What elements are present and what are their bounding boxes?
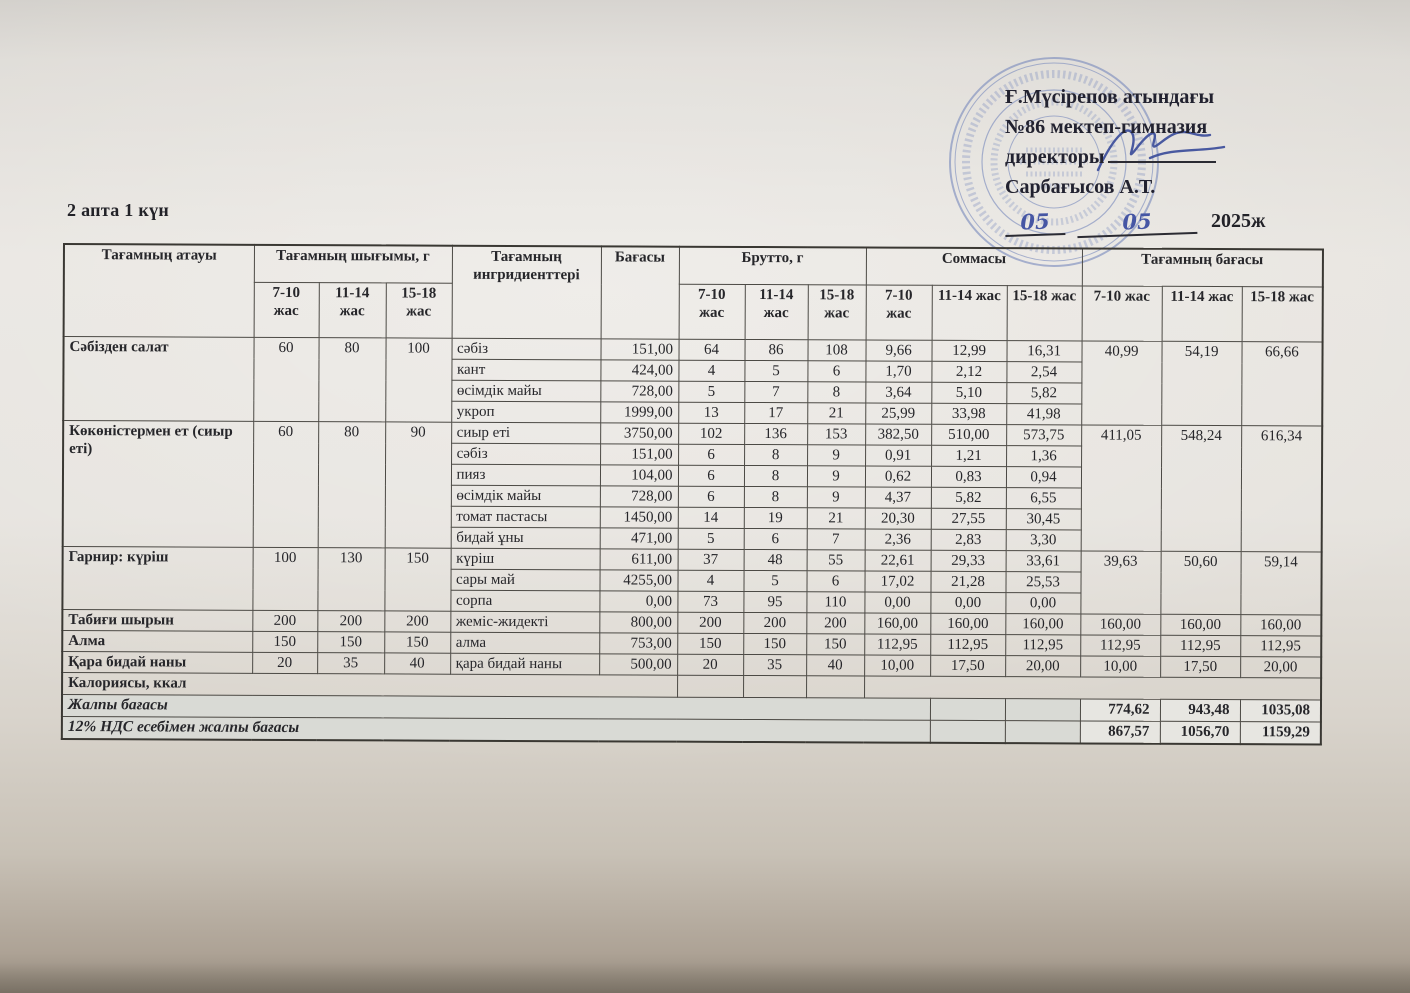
sum-cell: 9,66 — [866, 340, 932, 361]
ingredient-price-cell: 151,00 — [601, 339, 679, 360]
brutto-cell: 7 — [807, 529, 865, 550]
sum-cell: 112,95 — [864, 634, 930, 655]
date-day-handwritten: 05 — [1005, 209, 1066, 237]
approval-line-2: №86 мектеп-гимназия — [1005, 116, 1208, 138]
sum-cell: 17,50 — [930, 655, 1005, 676]
ingredient-name-cell: өсімдік майы — [451, 380, 600, 402]
brutto-cell: 35 — [743, 654, 806, 675]
ingredient-name-cell: сәбіз — [452, 338, 601, 360]
dish-price-cell: 50,60 — [1160, 551, 1240, 614]
vat-total-row-value-cell: 1056,70 — [1160, 721, 1240, 743]
header-age-output-1: 7-10 жас — [254, 282, 319, 337]
dish-price-cell: 112,95 — [1080, 635, 1160, 656]
header-age-brutto-2: 11-14 жас — [745, 284, 808, 339]
calories-empty-cell — [743, 675, 806, 697]
brutto-cell: 13 — [678, 402, 744, 423]
sum-cell: 29,33 — [931, 550, 1006, 571]
sum-cell: 33,98 — [931, 403, 1006, 424]
brutto-cell: 21 — [807, 508, 865, 529]
dish-price-cell: 548,24 — [1161, 425, 1242, 551]
date-month-handwritten: 05 — [1077, 208, 1198, 238]
ingredient-price-cell: 1999,00 — [600, 402, 678, 423]
header-ingredients: Тағамның ингридиенттері — [452, 246, 601, 339]
output-cell: 35 — [317, 653, 384, 674]
sum-cell: 27,55 — [931, 508, 1006, 529]
output-cell: 60 — [253, 337, 318, 421]
sum-cell: 382,50 — [865, 424, 931, 445]
brutto-cell: 4 — [678, 360, 744, 381]
brutto-cell: 108 — [808, 340, 866, 361]
sum-cell: 1,70 — [865, 361, 931, 382]
ingredient-price-cell: 800,00 — [599, 612, 677, 633]
dish-price-cell: 39,63 — [1080, 551, 1160, 614]
ingredient-price-cell: 1450,00 — [600, 507, 678, 528]
calories-empty-cell — [677, 675, 743, 697]
ingredient-price-cell: 4255,00 — [600, 570, 678, 591]
sum-cell: 5,10 — [931, 382, 1006, 403]
ingredient-name-cell: күріш — [451, 548, 600, 570]
vat-total-row-value-cell: 867,57 — [1080, 721, 1160, 743]
brutto-cell: 5 — [744, 360, 807, 381]
output-cell: 200 — [317, 611, 384, 632]
vat-total-row-empty-cell — [930, 720, 1005, 742]
output-cell: 100 — [252, 547, 317, 610]
ingredient-name-cell: сорпа — [450, 590, 599, 612]
brutto-cell: 4 — [678, 570, 744, 591]
sum-cell: 10,00 — [864, 655, 930, 676]
grand-total-row-value-cell: 1035,08 — [1240, 700, 1321, 722]
brutto-cell: 150 — [743, 633, 806, 654]
brutto-cell: 9 — [807, 466, 865, 487]
brutto-cell: 6 — [807, 571, 865, 592]
header-age-dishprice-3: 15-18 жас — [1242, 287, 1323, 342]
ingredient-price-cell: 728,00 — [600, 486, 678, 507]
sum-cell: 12,99 — [932, 340, 1007, 361]
dish-name-cell: Алма — [62, 631, 252, 653]
ingredient-name-cell: алма — [450, 632, 599, 654]
sum-cell: 1,21 — [931, 445, 1006, 466]
header-age-sum-1: 7-10 жас — [866, 285, 932, 340]
ingredient-name-cell: томат пастасы — [451, 506, 600, 528]
brutto-cell: 150 — [677, 633, 743, 654]
dish-row — [63, 547, 1322, 573]
brutto-cell: 7 — [744, 381, 807, 402]
date-year-label: 2025ж — [1211, 210, 1266, 232]
signature-underline — [1108, 143, 1216, 163]
brutto-cell: 9 — [807, 445, 865, 466]
brutto-cell: 5 — [678, 528, 744, 549]
menu-table-head — [64, 244, 1323, 342]
brutto-cell: 153 — [807, 424, 865, 445]
header-age-dishprice-2: 11-14 жас — [1162, 286, 1242, 341]
sum-cell: 3,30 — [1006, 530, 1081, 551]
approval-date-row — [1005, 206, 1365, 236]
output-cell: 100 — [385, 338, 451, 422]
sum-cell: 510,00 — [931, 424, 1006, 445]
sum-cell: 0,94 — [1006, 467, 1081, 488]
sum-cell: 0,91 — [865, 445, 931, 466]
approval-director-line — [1005, 142, 1365, 172]
ingredient-price-cell: 3750,00 — [600, 423, 678, 444]
ingredient-price-cell: 728,00 — [600, 381, 678, 402]
ingredient-name-cell: жеміс-жидекті — [450, 611, 599, 633]
dish-price-cell: 66,66 — [1241, 342, 1322, 426]
brutto-cell: 200 — [806, 613, 864, 634]
output-cell: 150 — [384, 548, 450, 611]
brutto-cell: 95 — [743, 591, 806, 612]
ingredient-price-cell: 151,00 — [600, 444, 678, 465]
sum-cell: 0,62 — [865, 466, 931, 487]
sum-cell: 112,95 — [930, 634, 1005, 655]
calories-empty-span-cell — [864, 676, 1321, 700]
header-group-row — [64, 244, 1323, 287]
output-cell: 150 — [252, 631, 317, 652]
output-cell: 200 — [384, 611, 450, 632]
sum-cell: 0,00 — [1005, 593, 1080, 614]
brutto-cell: 55 — [807, 550, 865, 571]
calories-empty-cell — [806, 676, 864, 698]
sum-cell: 112,95 — [1005, 635, 1080, 656]
brutto-cell: 150 — [806, 634, 864, 655]
dish-price-cell: 112,95 — [1160, 635, 1240, 656]
header-dish-price-group: Тағамның бағасы — [1082, 248, 1323, 287]
sum-cell: 30,45 — [1006, 509, 1081, 530]
brutto-cell: 5 — [678, 381, 744, 402]
brutto-cell: 19 — [744, 507, 807, 528]
grand-total-row-value-cell: 943,48 — [1160, 699, 1240, 721]
header-age-dishprice-1: 7-10 жас — [1082, 286, 1162, 341]
vat-total-row-value-cell: 1159,29 — [1240, 722, 1321, 744]
sum-cell: 2,54 — [1006, 362, 1081, 383]
sum-cell: 21,28 — [931, 571, 1006, 592]
dish-name-cell: Гарнир: күріш — [62, 547, 252, 611]
ingredient-price-cell: 471,00 — [600, 528, 678, 549]
header-age-sum-3: 15-18 жас — [1007, 286, 1082, 341]
ingredient-name-cell: сиыр еті — [451, 422, 600, 444]
output-cell: 90 — [385, 422, 452, 548]
sum-cell: 22,61 — [865, 550, 931, 571]
ingredient-name-cell: қара бидай наны — [450, 653, 599, 675]
vat-total-row — [62, 716, 1321, 743]
brutto-cell: 6 — [744, 528, 807, 549]
sum-cell: 6,55 — [1006, 488, 1081, 509]
ingredient-price-cell: 0,00 — [599, 591, 677, 612]
dish-price-cell: 59,14 — [1240, 552, 1321, 615]
brutto-cell: 6 — [678, 444, 744, 465]
vat-total-row-label: 12% НДС есебімен жалпы бағасы — [62, 716, 930, 742]
brutto-cell: 9 — [807, 487, 865, 508]
sum-cell: 573,75 — [1006, 425, 1081, 446]
dish-price-cell: 411,05 — [1081, 425, 1162, 551]
header-dish-name: Тағамның атауы — [64, 244, 254, 337]
dish-row — [64, 337, 1323, 363]
dish-name-cell: Қара бидай наны — [62, 652, 252, 674]
ingredient-name-cell: өсімдік майы — [451, 485, 600, 507]
dish-price-cell: 160,00 — [1080, 614, 1160, 635]
output-cell: 20 — [252, 652, 317, 673]
dish-price-cell: 160,00 — [1160, 614, 1240, 635]
header-age-brutto-1: 7-10 жас — [679, 284, 745, 339]
dish-name-cell: Сәбізден салат — [63, 337, 253, 422]
sum-cell: 17,02 — [865, 571, 931, 592]
header-age-output-2: 11-14 жас — [319, 283, 386, 338]
ingredient-name-cell: укроп — [451, 401, 600, 423]
ingredient-price-cell: 104,00 — [600, 465, 678, 486]
ingredient-price-cell: 424,00 — [600, 360, 678, 381]
ingredient-name-cell: сәбіз — [451, 443, 600, 465]
approval-block — [1005, 82, 1365, 236]
approval-line-1: Ғ.Мүсірепов атындағы — [1005, 86, 1215, 108]
header-price: Бағасы — [601, 246, 679, 339]
brutto-cell: 110 — [806, 592, 864, 613]
dish-row — [63, 421, 1322, 447]
grand-total-row-value-cell: 774,62 — [1080, 699, 1160, 721]
sum-cell: 25,53 — [1006, 572, 1081, 593]
brutto-cell: 14 — [678, 507, 744, 528]
header-sum-group: Соммасы — [866, 248, 1082, 286]
sum-cell: 25,99 — [865, 403, 931, 424]
brutto-cell: 136 — [744, 423, 807, 444]
vat-total-row-empty-cell — [1005, 721, 1080, 743]
sum-cell: 16,31 — [1007, 341, 1082, 362]
output-cell: 40 — [384, 653, 450, 674]
dish-name-cell: Көкөністермен ет (сиыр еті) — [63, 421, 254, 548]
output-cell: 80 — [318, 338, 385, 422]
header-age-output-3: 15-18 жас — [386, 283, 452, 338]
output-cell: 200 — [252, 610, 317, 631]
brutto-cell: 6 — [807, 361, 865, 382]
ingredient-name-cell: пияз — [451, 464, 600, 486]
header-brutto-group: Брутто, г — [679, 247, 866, 285]
dish-price-cell: 54,19 — [1161, 341, 1241, 425]
brutto-cell: 17 — [744, 402, 807, 423]
brutto-cell: 21 — [807, 403, 865, 424]
grand-total-row-empty-cell — [930, 698, 1005, 720]
sum-cell: 0,00 — [930, 592, 1005, 613]
output-cell: 150 — [384, 632, 450, 653]
dish-price-cell: 112,95 — [1240, 636, 1321, 657]
dish-price-cell: 616,34 — [1241, 426, 1323, 552]
dish-price-cell: 160,00 — [1240, 615, 1321, 636]
brutto-cell: 48 — [744, 549, 807, 570]
menu-cost-table — [61, 243, 1324, 745]
ingredient-price-cell: 500,00 — [599, 654, 677, 675]
output-cell: 130 — [317, 548, 384, 611]
header-age-sum-2: 11-14 жас — [932, 285, 1007, 340]
brutto-cell: 5 — [744, 570, 807, 591]
sum-cell: 33,61 — [1006, 551, 1081, 572]
sum-cell: 41,98 — [1006, 404, 1081, 425]
ingredient-name-cell: бидай ұны — [451, 527, 600, 549]
sum-cell: 0,83 — [931, 466, 1006, 487]
sum-cell: 0,00 — [864, 592, 930, 613]
sum-cell: 3,64 — [865, 382, 931, 403]
output-cell: 60 — [253, 421, 319, 547]
brutto-cell: 200 — [743, 612, 806, 633]
brutto-cell: 200 — [677, 612, 743, 633]
brutto-cell: 20 — [677, 654, 743, 675]
sum-cell: 160,00 — [930, 613, 1005, 634]
director-name: Сарбағысов А.Т. — [1005, 176, 1156, 198]
grand-total-row-label: Жалпы бағасы — [62, 695, 930, 721]
brutto-cell: 64 — [679, 339, 745, 360]
brutto-cell: 8 — [744, 444, 807, 465]
sum-cell: 20,00 — [1005, 656, 1080, 677]
header-output-group: Тағамның шығымы, г — [254, 245, 452, 283]
sum-cell: 4,37 — [865, 487, 931, 508]
output-cell: 150 — [317, 632, 384, 653]
ingredient-name-cell: кант — [451, 359, 600, 381]
director-label: директоры — [1005, 146, 1105, 168]
brutto-cell: 37 — [678, 549, 744, 570]
brutto-cell: 6 — [678, 465, 744, 486]
brutto-cell: 8 — [744, 486, 807, 507]
brutto-cell: 8 — [744, 465, 807, 486]
dish-price-cell: 40,99 — [1081, 341, 1161, 425]
brutto-cell: 6 — [678, 486, 744, 507]
brutto-cell: 102 — [678, 423, 744, 444]
dish-name-cell: Табиғи шырын — [62, 610, 252, 632]
week-day-title: 2 апта 1 күн — [67, 200, 170, 220]
grand-total-row-empty-cell — [1005, 699, 1080, 721]
sum-cell: 2,12 — [931, 361, 1006, 382]
sum-cell: 2,83 — [931, 529, 1006, 550]
sum-cell: 5,82 — [931, 487, 1006, 508]
dish-price-cell: 20,00 — [1240, 657, 1321, 678]
ingredient-name-cell: сары май — [451, 569, 600, 591]
ingredient-price-cell: 753,00 — [599, 633, 677, 654]
sum-cell: 1,36 — [1006, 446, 1081, 467]
sum-cell: 160,00 — [864, 613, 930, 634]
ingredient-price-cell: 611,00 — [600, 549, 678, 570]
brutto-cell: 40 — [806, 655, 864, 676]
dish-price-cell: 10,00 — [1080, 656, 1160, 677]
brutto-cell: 86 — [745, 339, 808, 360]
menu-table-body — [62, 337, 1323, 744]
dish-price-cell: 17,50 — [1160, 656, 1240, 677]
sum-cell: 20,30 — [865, 508, 931, 529]
sum-cell: 5,82 — [1006, 383, 1081, 404]
header-age-brutto-3: 15-18 жас — [808, 285, 866, 340]
sum-cell: 160,00 — [1005, 614, 1080, 635]
output-cell: 80 — [318, 422, 386, 548]
sum-cell: 2,36 — [865, 529, 931, 550]
brutto-cell: 73 — [677, 591, 743, 612]
menu-table-wrap — [61, 243, 1320, 745]
calories-label-cell: Калориясы, ккал — [62, 673, 677, 698]
brutto-cell: 8 — [807, 382, 865, 403]
